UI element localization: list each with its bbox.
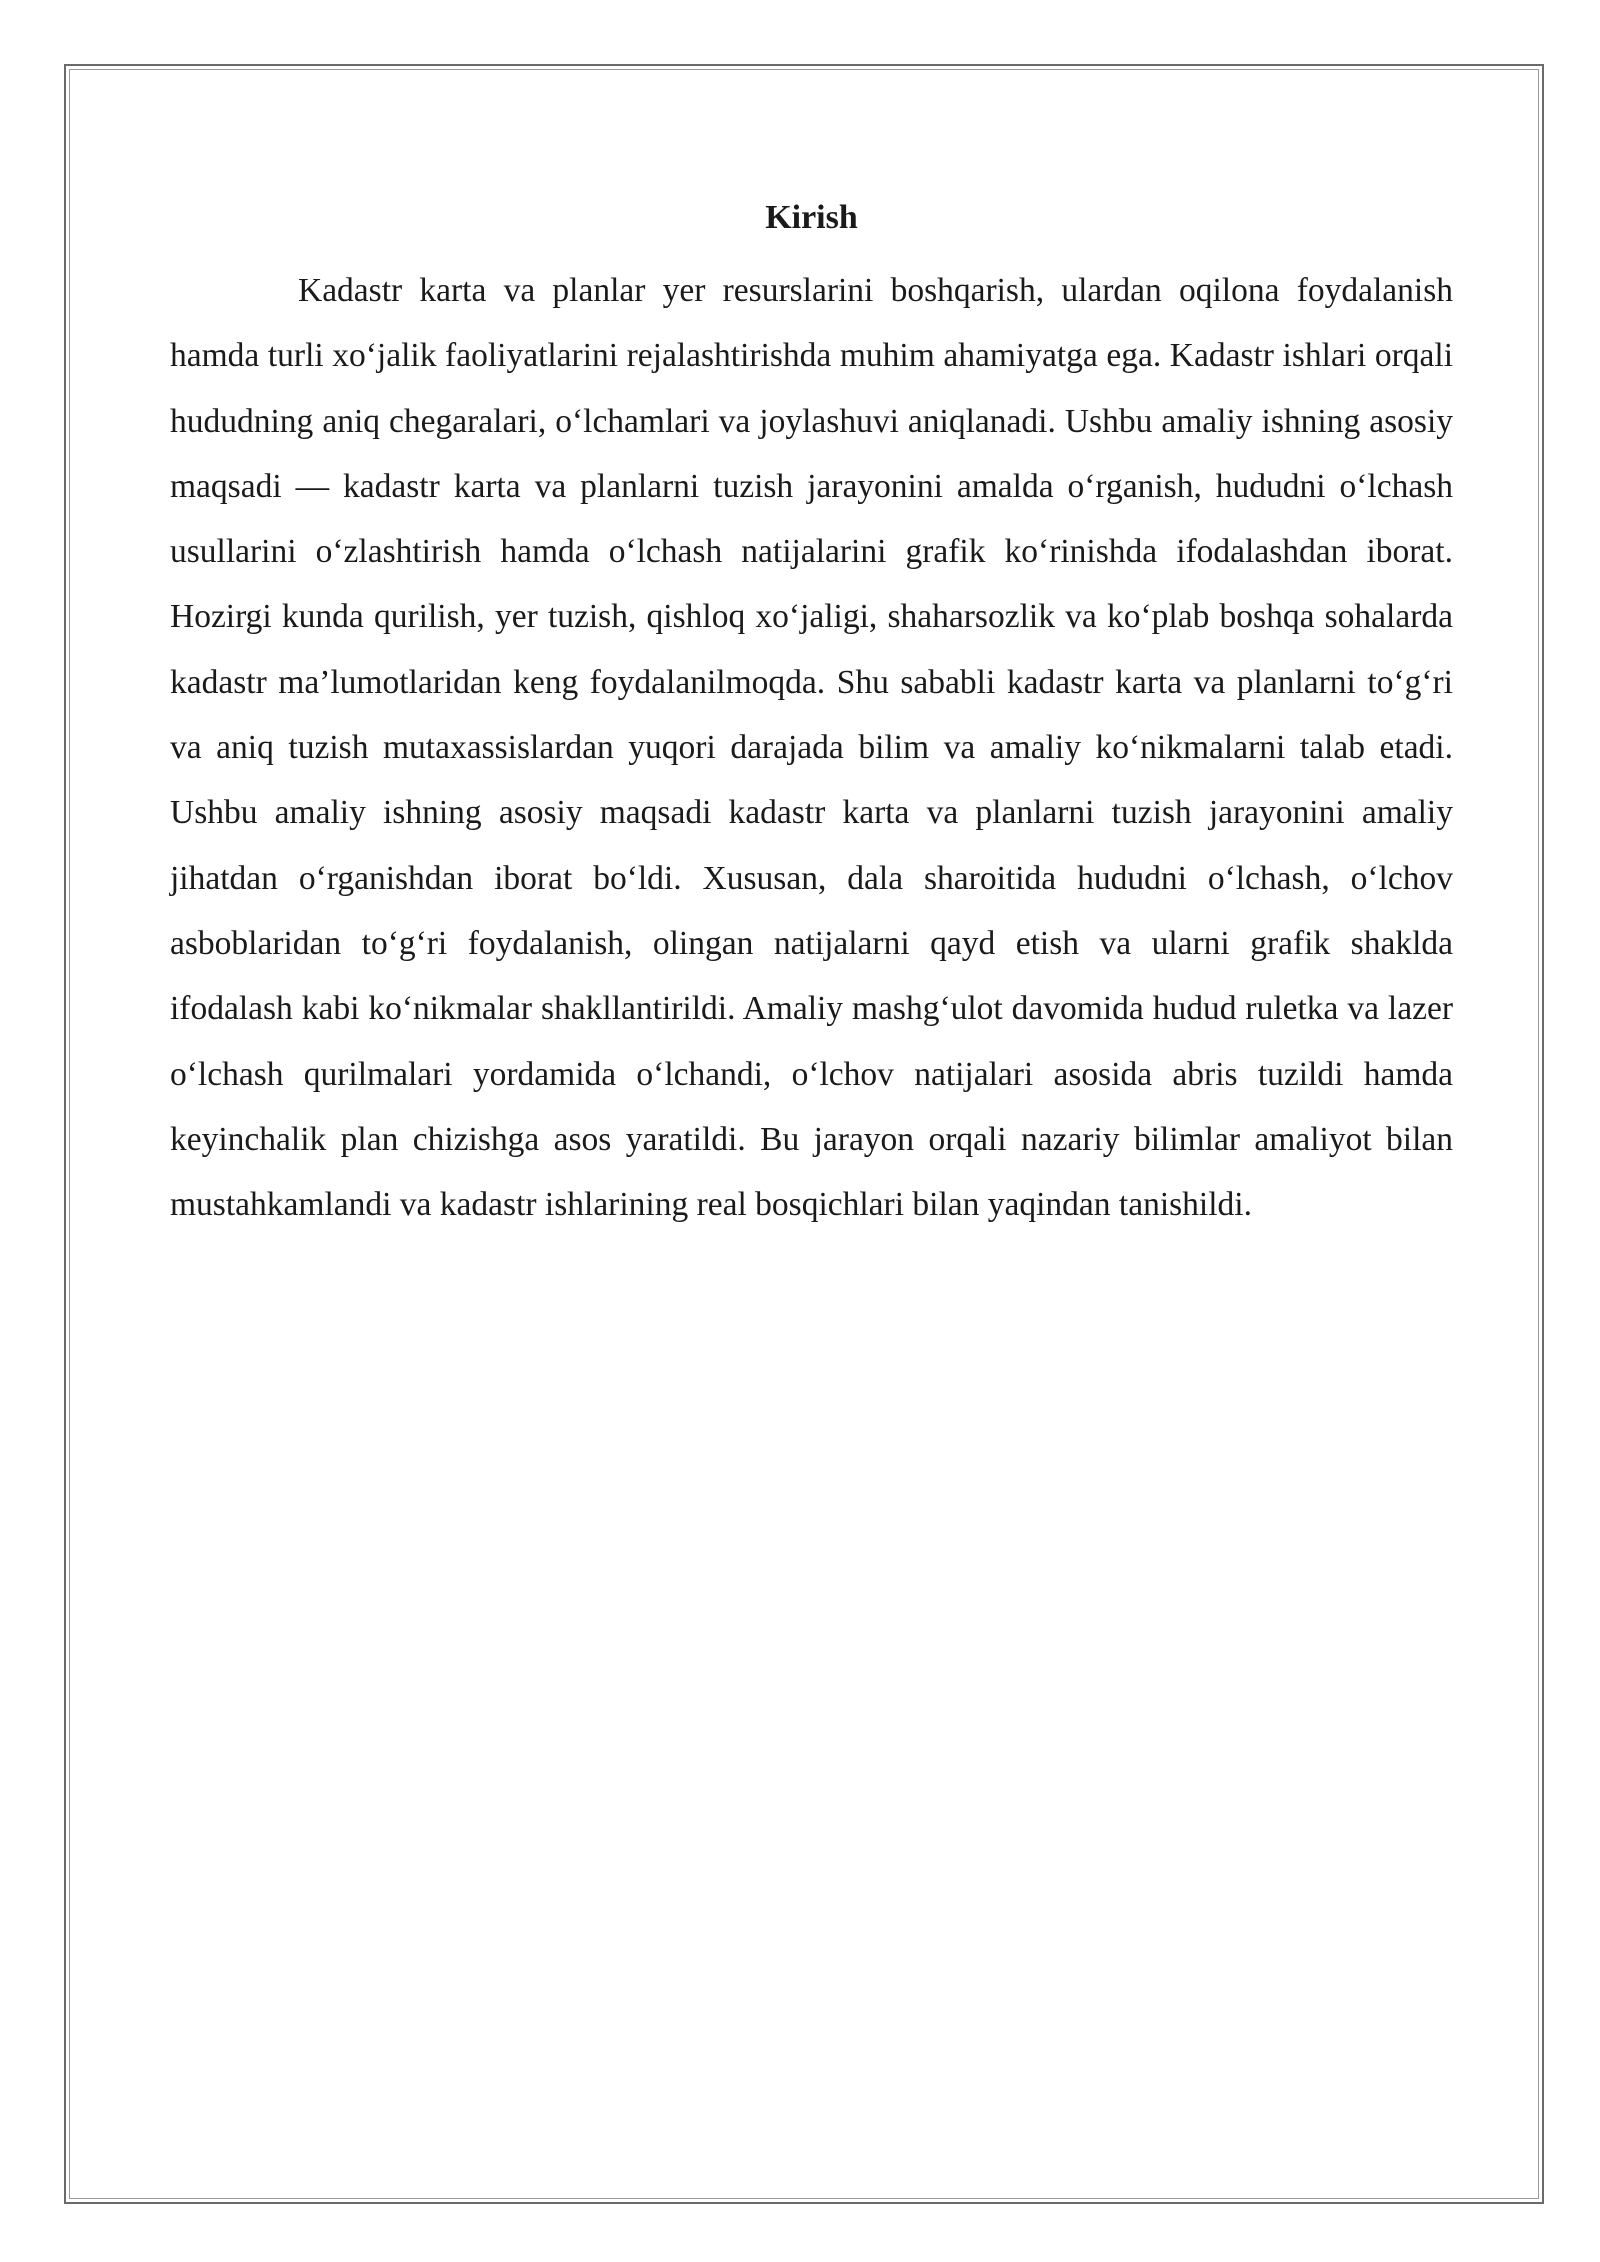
page-title: Kirish xyxy=(765,199,858,236)
intro-paragraph: Kadastr karta va planlar yer resurslarini boshqarish, ulardan oqilona foydalanish hamda turli xo‘jalik faoliyatlarini rejalashtirishda muhim ahamiyatga ega. Kadastr ishlari orqali hududning aniq chegaralari, o‘lchamlari va joylashuvi aniqlanadi. Ushbu amaliy ishning asosiy maqsadi — kadastr karta va planlarni tuzish jarayonini amalda o‘rganish, hududni o‘lchash usullarini o‘zlashtirish hamda o‘lchash natijalarini grafik ko‘rinishda ifodalashdan iborat. Hozirgi kunda qurilish, yer tuzish, qishloq xo‘jaligi, shaharsozlik va ko‘plab boshqa sohalarda kadastr ma’lumotlaridan keng foydalanilmoqda. Shu sababli kadastr karta va planlarni to‘g‘ri va aniq tuzish mutaxassislardan yuqori darajada bilim va amaliy ko‘nikmalarni talab etadi. Ushbu amaliy ishning asosiy maqsadi kadastr karta va planlarni tuzish jarayonini amaliy jihatdan o‘rganishdan iborat bo‘ldi. Xususan, dala sharoitida hududni o‘lchash, o‘lchov asboblaridan to‘g‘ri foydalanish, olingan natijalarni qayd etish va ularni grafik shaklda ifodalash kabi ko‘nikmalar shakllantirildi. Amaliy mashg‘ulot davomida hudud ruletka va lazer o‘lchash qurilmalari yordamida o‘lchandi, o‘lchov natijalari asosida abris tuzildi hamda keyinchalik plan chizishga asos yaratildi. Bu jarayon orqali nazariy bilimlar amaliyot bilan mustahkamlandi va kadastr ishlarining real bosqichlari bilan yaqindan tanishildi. xyxy=(170,272,1453,1224)
document-body xyxy=(170,190,1453,1237)
